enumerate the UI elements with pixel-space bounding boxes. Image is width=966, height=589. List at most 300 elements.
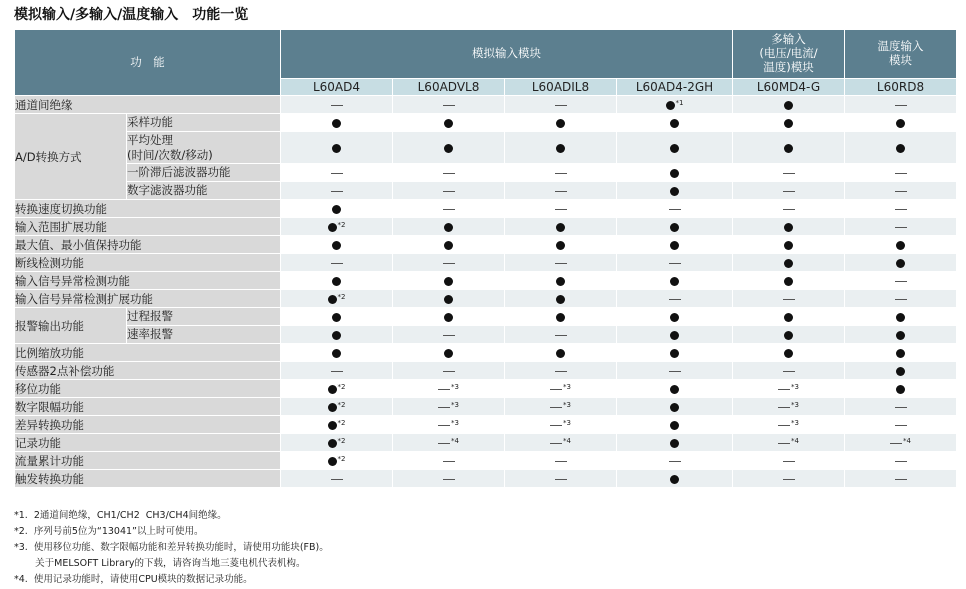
support-cell: [505, 470, 617, 488]
support-cell: [281, 164, 393, 182]
support-cell: [845, 96, 957, 114]
function-table: [14, 29, 957, 488]
footnote-ref: *2: [337, 382, 346, 391]
supported-dot-icon: [328, 403, 337, 412]
table-row: [15, 308, 957, 326]
support-cell: [505, 344, 617, 362]
support-cell: [393, 452, 505, 470]
supported-dot-icon: [556, 119, 565, 128]
header-temp-module: 温度输入 模块: [845, 30, 957, 79]
supported-dot-icon: [784, 101, 793, 110]
not-supported-dash-icon: [890, 443, 902, 444]
support-cell: [845, 416, 957, 434]
not-supported-dash-icon: [555, 263, 567, 264]
supported-dot-icon: [896, 349, 905, 358]
supported-dot-icon: [670, 439, 679, 448]
header-analog-module: 模拟输入模块: [281, 30, 733, 79]
footnote-ref: *4: [563, 436, 571, 445]
supported-dot-icon: [556, 144, 565, 153]
footnotes: [14, 508, 329, 588]
not-supported-dash-icon: [895, 227, 907, 228]
support-cell: [505, 254, 617, 272]
support-cell: [845, 182, 957, 200]
support-cell: [393, 434, 505, 452]
support-cell: [845, 236, 957, 254]
not-supported-dash-icon: [783, 191, 795, 192]
not-supported-dash-icon: [895, 191, 907, 192]
support-cell: [505, 200, 617, 218]
support-cell: [733, 470, 845, 488]
not-supported-dash-icon: [783, 479, 795, 480]
not-supported-dash-icon: [669, 299, 681, 300]
function-label: 传感器2点补偿功能: [15, 362, 281, 380]
not-supported-dash-icon: [438, 425, 450, 426]
not-supported-dash-icon: [778, 443, 790, 444]
supported-dot-icon: [444, 295, 453, 304]
not-supported-dash-icon: [555, 335, 567, 336]
support-cell: [617, 272, 733, 290]
not-supported-dash-icon: [783, 371, 795, 372]
support-cell: [733, 416, 845, 434]
support-cell: [281, 182, 393, 200]
table-row: [15, 434, 957, 452]
support-cell: [281, 452, 393, 470]
not-supported-dash-icon: [895, 105, 907, 106]
support-cell: [281, 114, 393, 132]
supported-dot-icon: [784, 259, 793, 268]
support-cell: [733, 114, 845, 132]
support-cell: [393, 290, 505, 308]
not-supported-dash-icon: [895, 209, 907, 210]
not-supported-dash-icon: [443, 105, 455, 106]
support-cell: [733, 344, 845, 362]
support-cell: [281, 470, 393, 488]
supported-dot-icon: [556, 241, 565, 250]
footnote-ref: *4: [903, 436, 911, 445]
not-supported-dash-icon: [443, 461, 455, 462]
not-supported-dash-icon: [331, 479, 343, 480]
table-row: [15, 254, 957, 272]
function-label: 通道间绝缘: [15, 96, 281, 114]
footnote-ref: *3: [451, 382, 459, 391]
function-label: 数字限幅功能: [15, 398, 281, 416]
not-supported-dash-icon: [555, 209, 567, 210]
support-cell: [393, 380, 505, 398]
footnote-ref: *2: [337, 400, 346, 409]
model-header: L60ADVL8: [393, 79, 505, 96]
supported-dot-icon: [332, 205, 341, 214]
support-cell: [393, 164, 505, 182]
support-cell: [393, 416, 505, 434]
supported-dot-icon: [556, 349, 565, 358]
not-supported-dash-icon: [778, 425, 790, 426]
support-cell: [505, 182, 617, 200]
function-label: 比例缩放功能: [15, 344, 281, 362]
support-cell: [617, 416, 733, 434]
support-cell: [393, 96, 505, 114]
support-cell: [733, 290, 845, 308]
not-supported-dash-icon: [443, 173, 455, 174]
support-cell: [845, 200, 957, 218]
not-supported-dash-icon: [895, 173, 907, 174]
supported-dot-icon: [332, 349, 341, 358]
support-cell: [393, 200, 505, 218]
sub-function-label: 过程报警: [127, 308, 281, 326]
support-cell: [845, 398, 957, 416]
model-header: L60MD4-G: [733, 79, 845, 96]
support-cell: [845, 164, 957, 182]
support-cell: [733, 254, 845, 272]
not-supported-dash-icon: [783, 461, 795, 462]
support-cell: [505, 380, 617, 398]
not-supported-dash-icon: [669, 209, 681, 210]
support-cell: [281, 96, 393, 114]
support-cell: [281, 344, 393, 362]
support-cell: [393, 114, 505, 132]
support-cell: [733, 272, 845, 290]
page-title: 模拟输入/多输入/温度输入 功能一览: [14, 7, 249, 23]
supported-dot-icon: [444, 277, 453, 286]
footnote-ref: *4: [451, 436, 459, 445]
table-row: [15, 218, 957, 236]
supported-dot-icon: [784, 331, 793, 340]
table-row: [15, 272, 957, 290]
supported-dot-icon: [896, 331, 905, 340]
function-label: 最大值、最小值保持功能: [15, 236, 281, 254]
function-label: 转换速度切换功能: [15, 200, 281, 218]
supported-dot-icon: [784, 144, 793, 153]
supported-dot-icon: [332, 331, 341, 340]
supported-dot-icon: [444, 144, 453, 153]
support-cell: [733, 200, 845, 218]
supported-dot-icon: [896, 313, 905, 322]
not-supported-dash-icon: [331, 105, 343, 106]
not-supported-dash-icon: [331, 191, 343, 192]
support-cell: [505, 362, 617, 380]
supported-dot-icon: [444, 349, 453, 358]
footnote: 关于MELSOFT Library的下载，请咨询当地三菱电机代表机构。: [14, 558, 306, 569]
supported-dot-icon: [332, 313, 341, 322]
not-supported-dash-icon: [778, 389, 790, 390]
supported-dot-icon: [332, 277, 341, 286]
not-supported-dash-icon: [443, 479, 455, 480]
table-row: [15, 416, 957, 434]
footnote-ref: *1: [675, 98, 684, 107]
table-row: [15, 200, 957, 218]
supported-dot-icon: [556, 277, 565, 286]
support-cell: [845, 434, 957, 452]
header-multi-module: 多输入 (电压/电流/ 温度)模块: [733, 30, 845, 79]
supported-dot-icon: [328, 421, 337, 430]
support-cell: [733, 96, 845, 114]
supported-dot-icon: [784, 119, 793, 128]
supported-dot-icon: [332, 119, 341, 128]
supported-dot-icon: [670, 313, 679, 322]
support-cell: [617, 254, 733, 272]
supported-dot-icon: [670, 169, 679, 178]
not-supported-dash-icon: [895, 407, 907, 408]
supported-dot-icon: [784, 313, 793, 322]
not-supported-dash-icon: [555, 461, 567, 462]
support-cell: [845, 380, 957, 398]
not-supported-dash-icon: [443, 335, 455, 336]
support-cell: [617, 200, 733, 218]
support-cell: [617, 114, 733, 132]
support-cell: [505, 272, 617, 290]
supported-dot-icon: [670, 277, 679, 286]
function-label: 差异转换功能: [15, 416, 281, 434]
support-cell: [845, 344, 957, 362]
supported-dot-icon: [670, 331, 679, 340]
supported-dot-icon: [328, 295, 337, 304]
support-cell: [393, 326, 505, 344]
supported-dot-icon: [666, 101, 675, 110]
support-cell: [845, 290, 957, 308]
not-supported-dash-icon: [895, 461, 907, 462]
not-supported-dash-icon: [669, 461, 681, 462]
support-cell: [845, 114, 957, 132]
not-supported-dash-icon: [555, 173, 567, 174]
support-cell: [617, 398, 733, 416]
table-row: [15, 164, 957, 182]
support-cell: [281, 416, 393, 434]
support-cell: [617, 290, 733, 308]
support-cell: [617, 470, 733, 488]
support-cell: [845, 326, 957, 344]
not-supported-dash-icon: [669, 371, 681, 372]
support-cell: [617, 308, 733, 326]
function-label: 输入范围扩展功能: [15, 218, 281, 236]
table-row: [15, 114, 957, 132]
support-cell: [617, 344, 733, 362]
footnote-ref: *4: [791, 436, 799, 445]
header-function: 功 能: [15, 30, 281, 96]
support-cell: [845, 470, 957, 488]
table-row: [15, 470, 957, 488]
support-cell: [393, 236, 505, 254]
function-label: 触发转换功能: [15, 470, 281, 488]
support-cell: [733, 362, 845, 380]
footnote-ref: *3: [451, 400, 459, 409]
footnote-ref: *3: [563, 418, 571, 427]
supported-dot-icon: [556, 223, 565, 232]
not-supported-dash-icon: [331, 173, 343, 174]
sub-function-label: 采样功能: [127, 114, 281, 132]
supported-dot-icon: [670, 475, 679, 484]
support-cell: [281, 326, 393, 344]
supported-dot-icon: [896, 144, 905, 153]
support-cell: [845, 308, 957, 326]
table-row: [15, 290, 957, 308]
not-supported-dash-icon: [555, 105, 567, 106]
support-cell: [393, 182, 505, 200]
supported-dot-icon: [896, 259, 905, 268]
function-label: 流量累计功能: [15, 452, 281, 470]
supported-dot-icon: [670, 403, 679, 412]
support-cell: [505, 434, 617, 452]
support-cell: [505, 218, 617, 236]
support-cell: [505, 398, 617, 416]
not-supported-dash-icon: [895, 281, 907, 282]
supported-dot-icon: [670, 119, 679, 128]
support-cell: [733, 182, 845, 200]
model-header: L60AD4-2GH: [617, 79, 733, 96]
support-cell: [617, 362, 733, 380]
footnote: *4. 使用记录功能时，请使用CPU模块的数据记录功能。: [14, 574, 253, 585]
supported-dot-icon: [556, 295, 565, 304]
support-cell: [281, 290, 393, 308]
not-supported-dash-icon: [783, 299, 795, 300]
function-label: 断线检测功能: [15, 254, 281, 272]
support-cell: [505, 236, 617, 254]
support-cell: [733, 398, 845, 416]
footnote: *2. 序列号前5位为“13041”以上时可使用。: [14, 526, 204, 537]
supported-dot-icon: [328, 457, 337, 466]
not-supported-dash-icon: [778, 407, 790, 408]
support-cell: [281, 308, 393, 326]
support-cell: [617, 182, 733, 200]
support-cell: [393, 132, 505, 164]
supported-dot-icon: [784, 223, 793, 232]
not-supported-dash-icon: [550, 443, 562, 444]
not-supported-dash-icon: [438, 407, 450, 408]
supported-dot-icon: [444, 313, 453, 322]
support-cell: [281, 254, 393, 272]
support-cell: [281, 200, 393, 218]
support-cell: [393, 470, 505, 488]
not-supported-dash-icon: [555, 479, 567, 480]
supported-dot-icon: [896, 241, 905, 250]
support-cell: [505, 132, 617, 164]
not-supported-dash-icon: [443, 191, 455, 192]
function-label: 输入信号异常检测扩展功能: [15, 290, 281, 308]
not-supported-dash-icon: [555, 191, 567, 192]
support-cell: [281, 362, 393, 380]
supported-dot-icon: [328, 223, 337, 232]
support-cell: [393, 344, 505, 362]
not-supported-dash-icon: [550, 425, 562, 426]
table-row: [15, 96, 957, 114]
support-cell: [845, 362, 957, 380]
supported-dot-icon: [670, 241, 679, 250]
not-supported-dash-icon: [443, 263, 455, 264]
support-cell: [845, 272, 957, 290]
support-cell: [505, 416, 617, 434]
support-cell: [281, 380, 393, 398]
not-supported-dash-icon: [443, 371, 455, 372]
support-cell: [845, 452, 957, 470]
footnote-ref: *3: [451, 418, 459, 427]
footnote-ref: *2: [337, 292, 346, 301]
function-label: A/D转换方式: [15, 114, 127, 200]
footnote-ref: *2: [337, 220, 346, 229]
footnote-ref: *3: [563, 400, 571, 409]
sub-function-label: 一阶滞后滤波器功能: [127, 164, 281, 182]
footnote-ref: *2: [337, 436, 346, 445]
support-cell: [845, 218, 957, 236]
not-supported-dash-icon: [438, 443, 450, 444]
support-cell: [617, 434, 733, 452]
support-cell: [281, 398, 393, 416]
support-cell: [393, 308, 505, 326]
supported-dot-icon: [328, 439, 337, 448]
footnote: *3. 使用移位功能、数字限幅功能和差异转换功能时，请使用功能块(FB)。: [14, 542, 329, 553]
support-cell: [733, 452, 845, 470]
support-cell: [617, 380, 733, 398]
not-supported-dash-icon: [438, 389, 450, 390]
support-cell: [845, 132, 957, 164]
table-row: [15, 452, 957, 470]
not-supported-dash-icon: [550, 407, 562, 408]
supported-dot-icon: [556, 313, 565, 322]
support-cell: [733, 308, 845, 326]
footnote-ref: *2: [337, 454, 346, 463]
model-header: L60AD4: [281, 79, 393, 96]
support-cell: [617, 452, 733, 470]
supported-dot-icon: [784, 277, 793, 286]
supported-dot-icon: [670, 144, 679, 153]
supported-dot-icon: [328, 385, 337, 394]
supported-dot-icon: [332, 144, 341, 153]
function-label: 移位功能: [15, 380, 281, 398]
supported-dot-icon: [896, 385, 905, 394]
table-row: [15, 236, 957, 254]
not-supported-dash-icon: [443, 209, 455, 210]
support-cell: [393, 254, 505, 272]
footnote-ref: *3: [791, 400, 799, 409]
table-row: [15, 344, 957, 362]
support-cell: [733, 236, 845, 254]
supported-dot-icon: [784, 349, 793, 358]
not-supported-dash-icon: [555, 371, 567, 372]
function-label: 报警输出功能: [15, 308, 127, 344]
not-supported-dash-icon: [550, 389, 562, 390]
support-cell: [393, 218, 505, 236]
table-row: [15, 362, 957, 380]
support-cell: [733, 164, 845, 182]
supported-dot-icon: [444, 119, 453, 128]
not-supported-dash-icon: [783, 209, 795, 210]
not-supported-dash-icon: [669, 263, 681, 264]
not-supported-dash-icon: [783, 173, 795, 174]
not-supported-dash-icon: [895, 479, 907, 480]
support-cell: [505, 452, 617, 470]
support-cell: [617, 132, 733, 164]
footnote-ref: *3: [791, 382, 799, 391]
table-row: [15, 182, 957, 200]
support-cell: [617, 164, 733, 182]
supported-dot-icon: [670, 385, 679, 394]
table-row: [15, 398, 957, 416]
function-label: 输入信号异常检测功能: [15, 272, 281, 290]
not-supported-dash-icon: [331, 263, 343, 264]
not-supported-dash-icon: [895, 425, 907, 426]
support-cell: [733, 326, 845, 344]
support-cell: [505, 164, 617, 182]
support-cell: [281, 236, 393, 254]
support-cell: [617, 236, 733, 254]
function-label: 记录功能: [15, 434, 281, 452]
support-cell: [281, 132, 393, 164]
footnote-ref: *3: [563, 382, 571, 391]
support-cell: [733, 132, 845, 164]
sub-function-label: 平均处理 (时间/次数/移动): [127, 132, 281, 164]
supported-dot-icon: [670, 421, 679, 430]
support-cell: [617, 326, 733, 344]
model-header: L60RD8: [845, 79, 957, 96]
supported-dot-icon: [896, 119, 905, 128]
supported-dot-icon: [670, 223, 679, 232]
